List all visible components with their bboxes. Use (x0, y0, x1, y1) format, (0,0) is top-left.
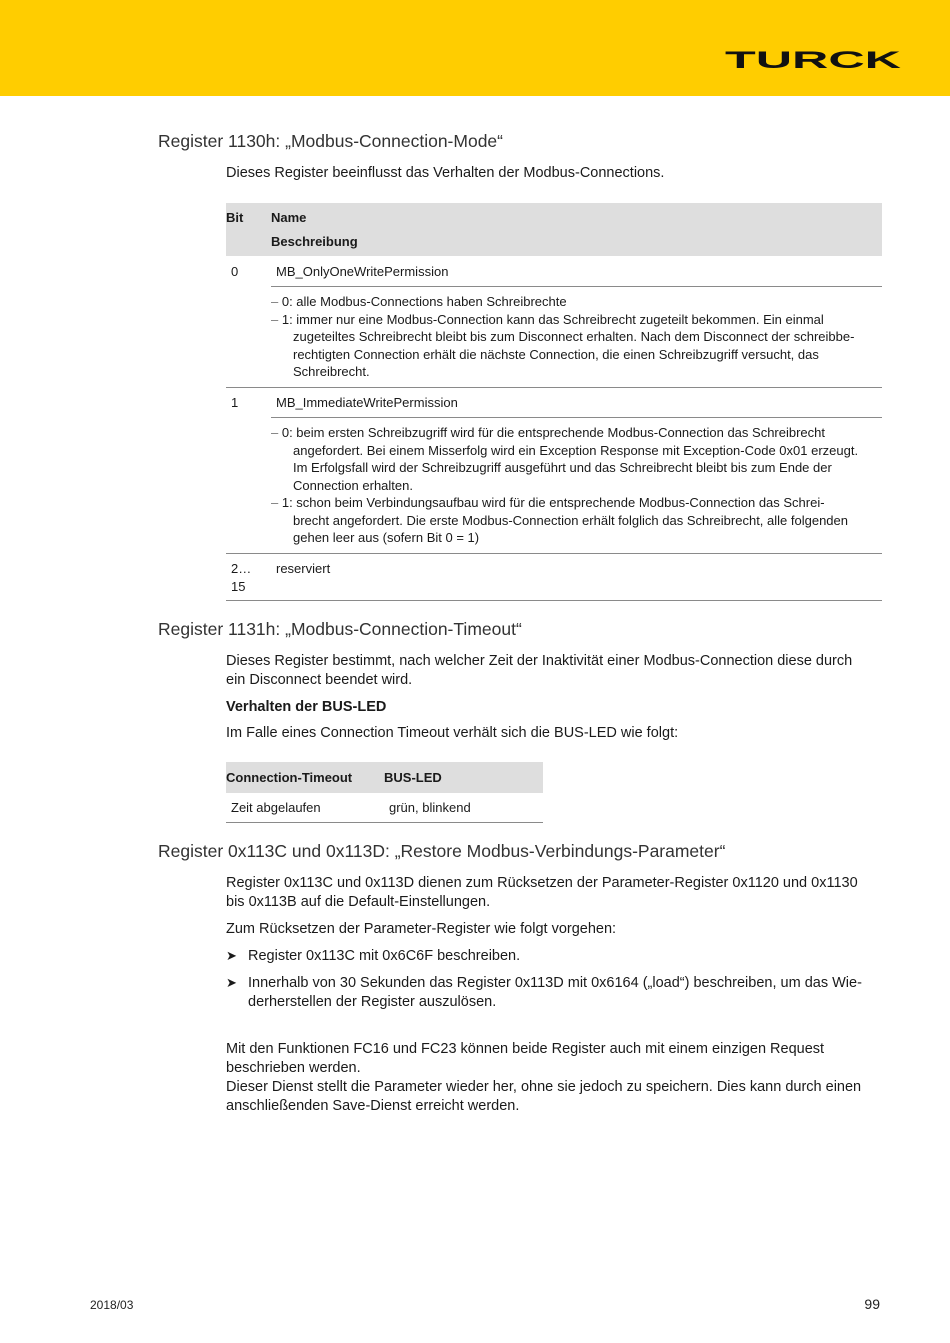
section3-heading: Register 0x113C und 0x113D: „Restore Modbus-Verbindungs-Parameter“ (158, 841, 726, 861)
arrow-bullet-icon: ➤ (226, 975, 237, 990)
row-separator (226, 387, 882, 388)
list-item: – 0: alle Modbus-Connections haben Schreibrechte (271, 294, 567, 309)
step-1: Register 0x113C mit 0x6C6F beschreiben. (248, 948, 521, 964)
led-cell-timeout: Zeit abgelaufen (231, 800, 321, 815)
row0-name: MB_OnlyOneWritePermission (276, 264, 449, 279)
col-bit-header: Bit (226, 210, 244, 225)
arrow-bullet-icon: ➤ (226, 948, 237, 963)
footer-date: 2018/03 (90, 1298, 134, 1312)
section3-paragraph-2: Zum Rücksetzen der Parameter-Register wie folgt vorgehen: (226, 921, 617, 937)
section3-paragraph-1: Register 0x113C und 0x113D dienen zum Rücksetzen der Parameter-Register 0x1120 und 0x1130 bis 0x113B auf die Default-Einstellungen. (226, 875, 858, 910)
row1-description: – 0: beim ersten Schreibzugriff wird für die entsprechende Modbus-Connection das Schreibrecht angefordert. Bei einem Misserfolg wird ein Exception Response mit Exception-Code 0x01 erzeugt. Im Erfolgsfall wird der Schreibzugriff ausgeführt und das Schreibrecht bleibt bis zum Ende der Connection erhalten. – 1: schon beim Verbindungsaufbau wird für die entsprechende Modbus-Connection das Schrei- brecht angefordert. Die erste Modbus-Connection erhält folglich das Schreibrecht, alle folgenden gehen leer aus (sofern Bit 0 = 1) (271, 424, 882, 547)
section1-intro: Dieses Register beeinflusst das Verhalten der Modbus-Connections. (226, 165, 665, 181)
section2-heading: Register 1131h: „Modbus-Connection-Timeout“ (158, 619, 522, 639)
col-bus-led: BUS-LED (384, 770, 442, 785)
table-bottom-line (226, 600, 882, 601)
brand-text: TURCK (725, 49, 902, 71)
row1-bit: 1 (231, 395, 239, 410)
list-item: – 1: immer nur eine Modbus-Connection kann das Schreibrecht zugeteilt bekommen. Ein einmal (271, 311, 824, 327)
row1-divider (271, 417, 882, 418)
row-separator (226, 553, 882, 554)
row2-name: reserviert (276, 561, 331, 576)
col-desc-header: Beschreibung (271, 234, 358, 249)
list-item: – 0: beim ersten Schreibzugriff wird für die entsprechende Modbus-Connection das Schreibrecht (271, 425, 826, 440)
header-band (0, 0, 950, 96)
section1-heading: Register 1130h: „Modbus-Connection-Mode“ (158, 131, 503, 151)
section2-intro: Dieses Register bestimmt, nach welcher Zeit der Inaktivität einer Modbus-Connection diese durch ein Disconnect beendet wird. (226, 653, 853, 688)
turck-logo (724, 49, 902, 71)
led-cell-state: grün, blinkend (389, 800, 471, 815)
section3-paragraph-3: Mit den Funktionen FC16 und FC23 können beide Register auch mit einem einzigen Request beschrieben werden. Dieser Dienst stellt die Parameter wieder her, ohne sie jedoch zu speichern. Dies kann durch einen anschließenden Save-Dienst erreicht werden. (226, 1041, 862, 1114)
list-item: – 1: schon beim Verbindungsaufbau wird für die entsprechende Modbus-Connection das Schrei- (271, 495, 825, 510)
row1-name: MB_ImmediateWritePermission (276, 395, 458, 410)
row2-bit: 2… 15 (231, 561, 252, 594)
col-connection-timeout: Connection-Timeout (226, 770, 353, 785)
col-name-header: Name (271, 210, 307, 225)
page-number: 99 (864, 1296, 880, 1312)
led-table-bottom-line (226, 822, 543, 823)
section2-subheading: Verhalten der BUS-LED (226, 699, 387, 715)
row0-bit: 0 (231, 264, 239, 279)
step-2: Innerhalb von 30 Sekunden das Register 0x113D mit 0x6164 („load“) beschreiben, um das Wie- derherstellen der Register auszulösen. (248, 975, 862, 1010)
row0-divider (271, 286, 882, 287)
section2-subtext: Im Falle eines Connection Timeout verhält sich die BUS-LED wie folgt: (226, 725, 679, 741)
row0-description: – 0: alle Modbus-Connections haben Schreibrechte – 1: immer nur eine Modbus-Connection kann das Schreibrecht zugeteilt bekommen. Ein einmal zugeteiltes Schreibrecht bleibt bis zum Disconnect erhalten. Nach dem Disconnect der schreibbe- rechtigten Connection erhält die nächste Connection, die einen Schreibzugriff versucht, das Schreibrecht. (271, 293, 882, 381)
